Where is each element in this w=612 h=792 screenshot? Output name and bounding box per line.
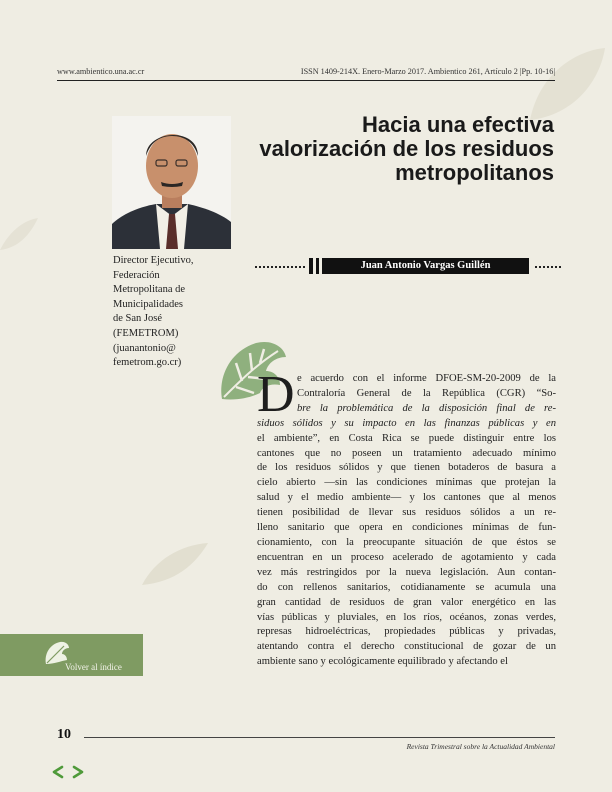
page-number: 10 [57, 727, 71, 742]
body-line: Contraloría General de la República (CGR) “So- [297, 387, 556, 399]
dotted-divider [255, 266, 305, 268]
background-leaf-icon [0, 215, 40, 255]
chevron-right-icon[interactable] [70, 764, 86, 780]
body-line: e acuerdo con el informe DFOE-SM-20-2009 de la [297, 373, 556, 384]
title-line: valorización de los residuos [259, 136, 554, 161]
drop-cap: D [257, 366, 295, 423]
bio-line[interactable]: (juanantonio@ [113, 342, 176, 354]
bio-line: (FEMETROM) [113, 327, 179, 339]
bio-line: de San José [113, 313, 162, 325]
body-paragraph [257, 366, 556, 670]
author-banner [255, 258, 561, 274]
body-line: encuentran en un proceso acelerado de agotamiento y cada [257, 551, 556, 563]
author-name: Juan Antonio Vargas Guillén [322, 258, 529, 274]
footer-rule [84, 737, 555, 738]
author-bio [113, 254, 233, 371]
title-line: Hacia una efectiva [362, 112, 554, 137]
body-line: do con rellenos sanitarios, cotidianamente se acumula una [257, 581, 556, 593]
body-line: tienen posibilidad de llevar sus residuos sólidos a un re- [257, 507, 556, 519]
body-line: vías públicas y pluviales, en los ríos, océanos, zonas verdes, [257, 611, 556, 623]
body-line: ambiente sano y ecológicamente equilibrado y afectando el [257, 656, 508, 668]
body-line: bre la problemática de la disposición final de re- [297, 402, 556, 414]
body-line: atentando contra el derecho constitucional de gozar de un [257, 641, 556, 653]
citation-info: ISSN 1409-214X. Enero-Marzo 2017. Ambientico 261, Artículo 2 |Pp. 10-16| [300, 67, 555, 76]
bio-line[interactable]: femetrom.go.cr) [113, 357, 182, 369]
divider-bar [316, 258, 319, 274]
back-to-index-label[interactable]: Volver al índice [65, 662, 122, 672]
body-line: de los residuos sólidos y que tienen botaderos de basura a [257, 462, 556, 474]
bio-line: Municipalidades [113, 298, 183, 310]
divider-bar [309, 258, 313, 274]
body-line: cantones que no poseen un tratamiento adecuado mínimo [257, 447, 556, 459]
journal-name: Revista Trimestral sobre la Actualidad Ambiental [406, 742, 555, 751]
background-leaf-icon [140, 540, 210, 590]
body-line: cionamiento, con la preocupante situación de que éstos se [257, 536, 556, 548]
body-line: vez más restringidos por la nueva legislación. Aun contan- [257, 566, 556, 578]
title-line: metropolitanos [395, 160, 554, 185]
body-line: el ambiente”, en Costa Rica se puede distinguir entre los [257, 432, 556, 444]
body-line: cielo abierto —sin las condiciones mínimas que protejan la [257, 477, 556, 489]
website-url[interactable]: www.ambientico.una.ac.cr [57, 67, 145, 76]
body-line: siduos sólidos y su impacto en las finanzas públicas y en [257, 417, 556, 429]
dotted-divider [535, 266, 561, 268]
article-title [240, 113, 554, 185]
author-photo [112, 116, 231, 249]
header-rule [57, 80, 555, 81]
body-line: lleno sanitario que opera en condiciones mínimas de fun- [257, 522, 556, 534]
body-line: gran cantidad de residuos de gran valor energético en las [257, 596, 556, 608]
bio-line: Federación [113, 269, 160, 281]
bio-line: Metropolitana de [113, 284, 186, 296]
bio-line: Director Ejecutivo, [113, 255, 194, 266]
chevron-left-icon[interactable] [50, 764, 66, 780]
author-portrait-image [112, 116, 231, 249]
body-line: salud y el medio ambiente— y los cantones que al menos [257, 492, 556, 504]
body-line: represas hidroeléctricas, propiedades públicas y privadas, [257, 626, 556, 638]
